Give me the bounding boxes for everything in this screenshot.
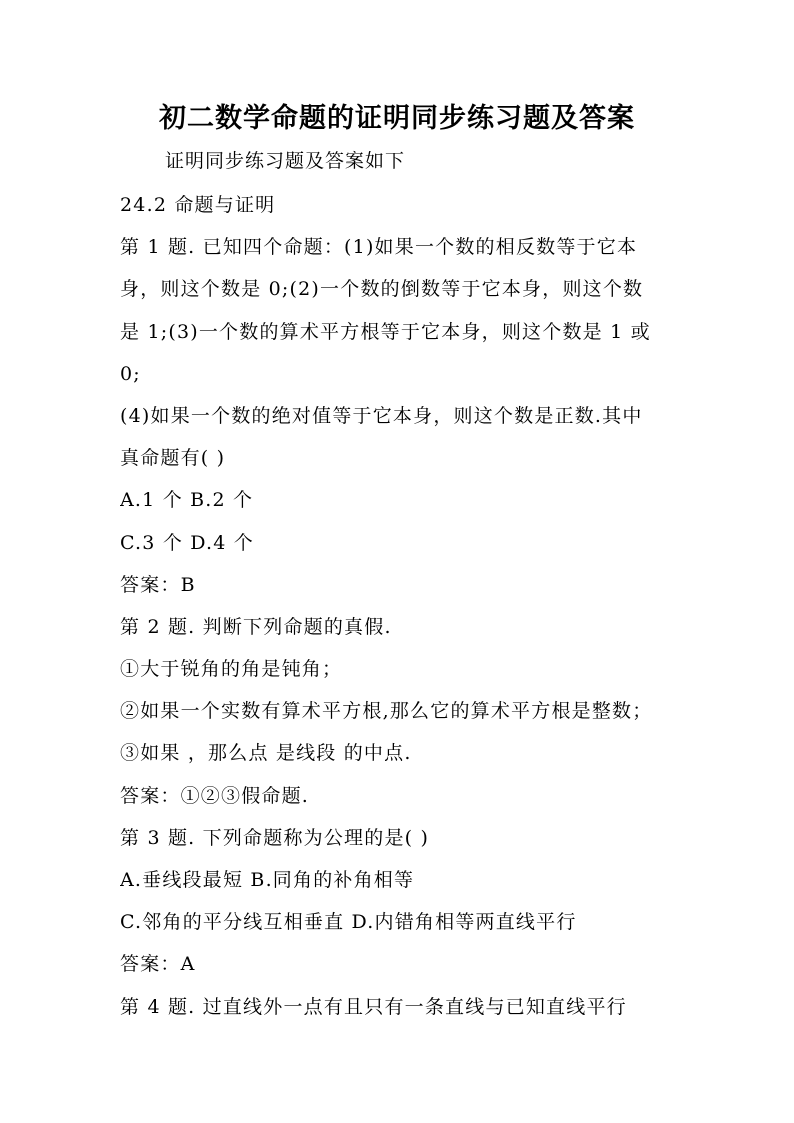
text-line: 第 2 题. 判断下列命题的真假. [120, 615, 392, 638]
text-line: ③如果 ，那么点 是线段 的中点. [120, 742, 412, 765]
document-subtitle: 证明同步练习题及答案如下 [165, 150, 406, 172]
text-line: 是 1;(3)一个数的算术平方根等于它本身，则这个数是 1 或 [120, 320, 651, 343]
text-line: ②如果一个实数有算术平方根,那么它的算术平方根是整数； [120, 700, 653, 723]
text-line: (4)如果一个数的绝对值等于它本身，则这个数是正数.其中 [120, 404, 643, 427]
text-line: 第 1 题. 已知四个命题：(1)如果一个数的相反数等于它本 [120, 236, 638, 259]
text-line: 答案：①②③假命题. [120, 784, 310, 807]
document-body [120, 184, 680, 1028]
text-line: C.邻角的平分线互相垂直 D.内错角相等两直线平行 [120, 911, 577, 934]
text-line: 答案：A [120, 953, 196, 976]
text-line: ①大于锐角的角是钝角； [120, 658, 343, 681]
text-line: 24.2 命题与证明 [120, 194, 276, 216]
text-line: 身，则这个数是 0;(2)一个数的倒数等于它本身，则这个数 [120, 278, 644, 301]
document-title: 初二数学命题的证明同步练习题及答案 [159, 103, 635, 134]
text-line: 第 3 题. 下列命题称为公理的是( ) [120, 826, 430, 849]
text-line: A.垂线段最短 B.同角的补角相等 [120, 869, 415, 891]
text-line: 第 4 题. 过直线外一点有且只有一条直线与已知直线平行 [120, 995, 627, 1018]
text-line: 真命题有( ) [120, 447, 226, 470]
text-line: C.3 个 D.4 个 [120, 531, 254, 554]
text-line: 答案：B [120, 573, 196, 596]
text-line: A.1 个 B.2 个 [120, 489, 254, 512]
text-line: 0; [120, 362, 141, 385]
